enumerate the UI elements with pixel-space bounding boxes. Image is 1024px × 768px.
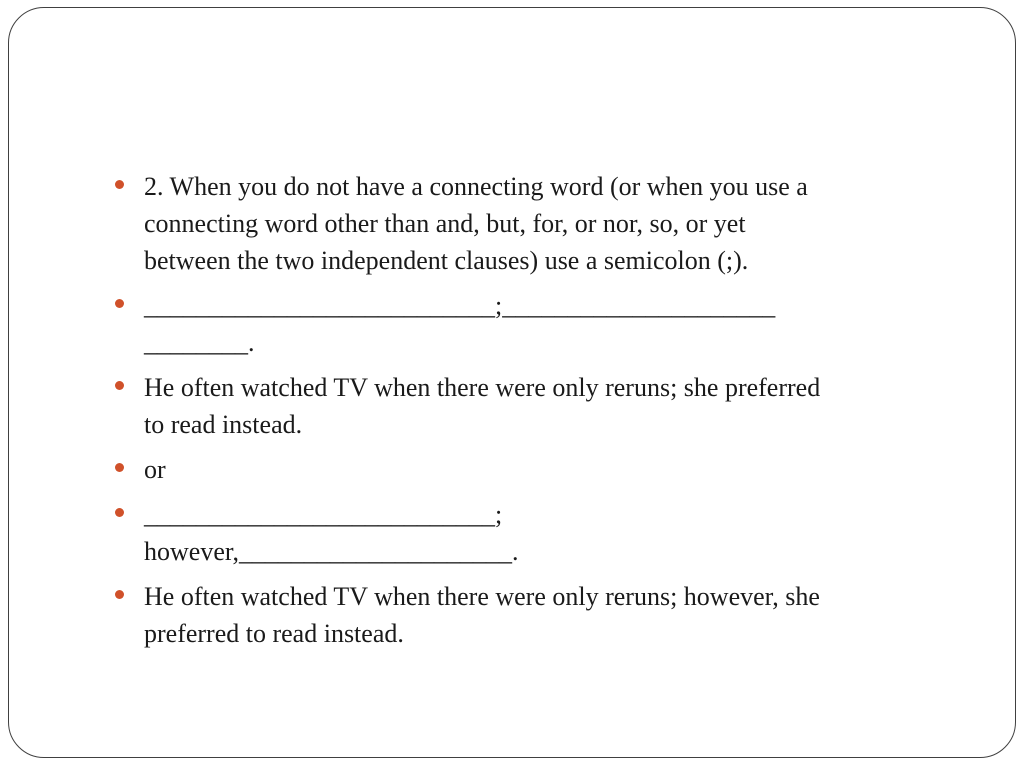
bullet-line: ___________________________; [144, 500, 503, 529]
bullet-dot-icon [115, 381, 124, 390]
bullet-line: He often watched TV when there were only reruns; however, she [144, 582, 820, 611]
bullet-line: connecting word other than and, but, for, or nor, so, or yet [144, 209, 746, 238]
bullet-line: He often watched TV when there were only reruns; she preferred [144, 373, 821, 402]
bullet-line: preferred to read instead. [144, 619, 404, 648]
bullet-list [113, 168, 963, 652]
bullet-dot-icon [115, 590, 124, 599]
bullet-line: to read instead. [144, 410, 303, 439]
bullet-line: ___________________________;_____________________ [144, 291, 776, 320]
bullet-item-rule-2 [113, 168, 963, 279]
bullet-line: however,_____________________. [144, 537, 519, 566]
bullet-line: between the two independent clauses) use a semicolon (;). [144, 246, 749, 275]
bullet-line: or [144, 455, 166, 484]
bullet-line: ________. [144, 328, 255, 357]
bullet-dot-icon [115, 180, 124, 189]
bullet-item-example-semicolon [113, 369, 963, 443]
bullet-item-example-however [113, 578, 963, 652]
bullet-dot-icon [115, 463, 124, 472]
bullet-dot-icon [115, 299, 124, 308]
bullet-item-blank-pattern-however [113, 496, 963, 570]
bullet-item-blank-pattern-semicolon [113, 287, 963, 361]
bullet-line: 2. When you do not have a connecting word (or when you use a [144, 172, 808, 201]
bullet-item-or [113, 451, 963, 488]
bullet-dot-icon [115, 508, 124, 517]
